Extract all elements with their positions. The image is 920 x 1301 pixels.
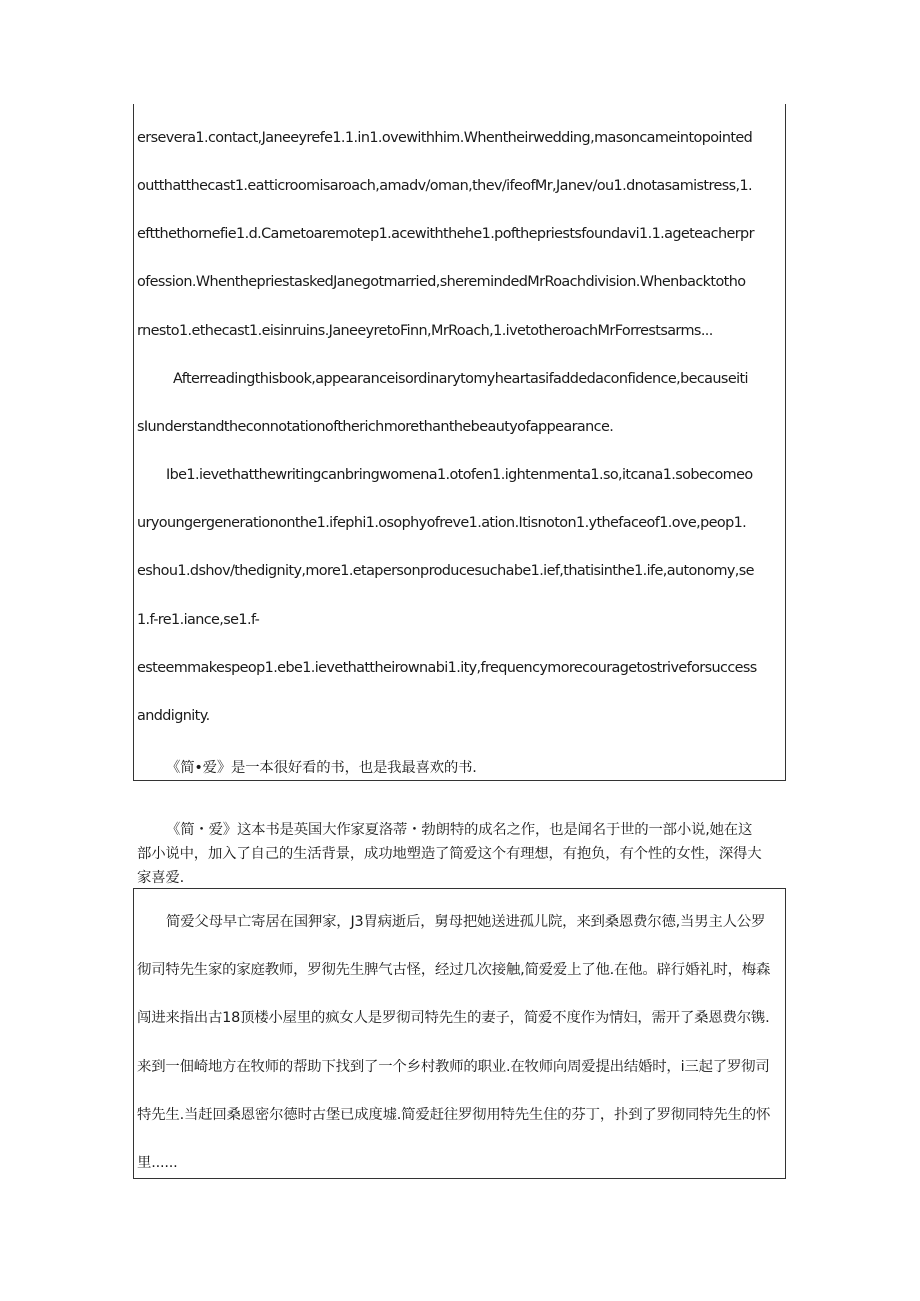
text-line: ofession.WhenthepriestaskedJanegotmarried,sheremindedMrRoachdivision.Whenbacktotho [137, 274, 746, 290]
text-line: 部小说中，加入了自己的生活背景，成功地塑造了简爱这个有理想，有抱负，有个性的女性，深得大 [137, 846, 762, 862]
plot-summary-box [133, 888, 786, 1179]
text-line: 里...... [137, 1155, 178, 1171]
text-line: 来到一佃崎地方在牧师的帮助下找到了一个乡村教师的职业.在牧师向周爱提出结婚时，i三起了罗彻司 [137, 1059, 770, 1075]
text-line: 1.f-re1.iance,se1.f- [137, 612, 260, 628]
text-line: uryoungergenerationonthe1.ifephi1.osophyofreve1.ation.Itisnoton1.ythefaceof1.ove,peop1. [137, 515, 747, 531]
text-line: 闯进来指出古18顶楼小屋里的疯女人是罗彻司特先生的妻子，简爱不度作为情妇，需开了桑恩费尔镌. [137, 1010, 770, 1026]
text-line: outthatthecast1.eatticroomisaroach,amadv/oman,thev/ifeofMr,Janev/ou1.dnotasamistress,1. [137, 178, 753, 194]
text-line: 家喜爱. [137, 870, 184, 886]
text-line: ersevera1.contact,Janeeyrefe1.1.in1.ovewithhim.Whentheirwedding,masoncameintopointed [137, 130, 753, 146]
text-line: 彻司特先生家的家庭教师，罗彻先生脾气古怪，经过几次接触,简爱爱上了他.在他。辟行婚礼时，梅森 [137, 962, 771, 978]
text-line: esteemmakespeop1.ebe1.ievethattheirownabi1.ity,frequencymorecouragetostriveforsuccess [137, 660, 757, 676]
english-essay-box [133, 104, 786, 781]
text-line: 《简・爱》这本书是英国大作家夏洛蒂・勃朗特的成名之作，也是闻名于世的一部小说,她在这 [166, 822, 753, 838]
text-line: Afterreadingthisbook,appearanceisordinarytomyheartasifaddedaconfidence,becauseiti [173, 371, 748, 387]
text-line: anddignity. [137, 708, 210, 724]
text-line: Ibe1.ievethatthewritingcanbringwomena1.otofen1.ightenmenta1.so,itcana1.sobecomeo [166, 467, 753, 483]
text-line: 特先生.当赶回桑恩密尔德时古堡已成度墟.简爱赶往罗彻用特先生住的芬丁，扑到了罗彻同特先生的怀 [137, 1107, 771, 1123]
text-line: rnesto1.ethecast1.eisinruins.JaneeyretoFinn,MrRoach,1.ivetotheroachMrForrestsarms... [137, 323, 713, 339]
text-line: eshou1.dshov/thedignity,more1.etapersonproducesuchabe1.ief,thatisinthe1.ife,autonomy,se [137, 563, 754, 579]
text-line: sIunderstandtheconnotationoftherichmorethanthebeautyofappearance. [137, 419, 614, 435]
text-line: 简爱父母早亡寄居在国狎家，J3胃病逝后，舅母把她送进孤儿院，来到桑恩费尔德,当男主人公罗 [166, 914, 766, 930]
text-line: 《简•爱》是一本很好看的书，也是我最喜欢的书. [166, 760, 477, 776]
text-line: eftthethornefie1.d.Cametoaremotep1.acewiththehe1.pofthepriestsfoundavi1.1.ageteacherpr [137, 226, 754, 242]
